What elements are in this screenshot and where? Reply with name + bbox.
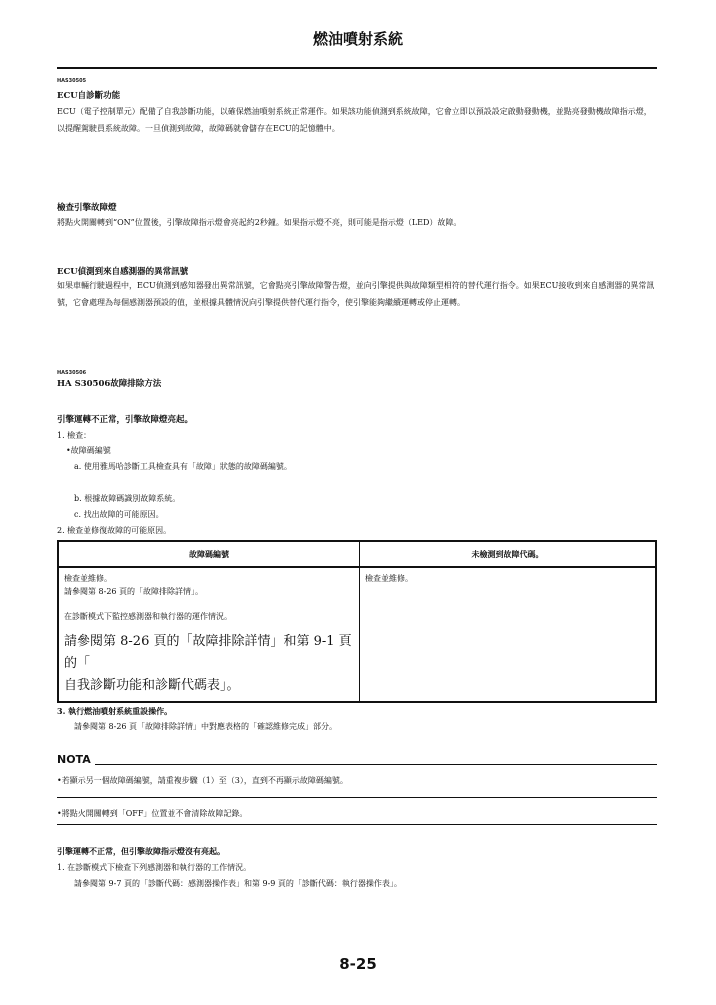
table-cell-left (58, 567, 360, 702)
nota-label: NOTA (57, 753, 91, 766)
bullet-fault-code: •故障碼編號 (66, 446, 111, 455)
subheading-engine-abnormal-light-off: 引擎運轉不正常，但引擎故障指示燈沒有亮起。 (57, 846, 225, 856)
section-code: HAS30505 (57, 78, 87, 84)
cell-text: 請參閱第 8-26 頁的「故障排除詳情」。 (64, 587, 204, 596)
header-rule (57, 67, 657, 69)
nota-rule (95, 764, 657, 765)
nota-end-rule (57, 824, 657, 825)
section6-reference: 請參閱第 9-7 頁的「診斷代碼：感測器操作表」和第 9-9 頁的「診斷代碼：執行器操作表」。 (74, 879, 402, 888)
subheading-engine-abnormal-light-on: 引擎運轉不正常，引擎故障燈亮起。 (57, 415, 194, 425)
paragraph-abnormal-signal: 如果車輛行駛過程中，ECU偵測到感知器發出異常訊號，它會點亮引擎故障警告燈，並向引擎提供與故障類型相符的替代運行指令。如果ECU接收到來自感測器的異常訊號，它會處理為每個感測器預設的值，並根據具體情況向引擎提供替代運行指令，使引擎能夠繼續運轉或停止運轉。 (57, 281, 655, 307)
table-cell-right (360, 567, 657, 702)
paragraph-check-engine-light: 將點火開關轉到“ON”位置後，引擎故障指示燈會亮起約2秒鐘。如果指示燈不亮，則可能是指示燈（LED）故障。 (57, 218, 462, 227)
cell-text: 在診斷模式下監控感測器和執行器的運作情況。 (64, 612, 232, 621)
substep-c: c. 找出故障的可能原因。 (74, 510, 164, 519)
table-header-no-fault-code: 未檢測到故障代碼。 (360, 541, 657, 567)
fault-code-table (57, 540, 657, 703)
nota-bullet-1: •若顯示另一個故障碼編號，請重複步驟（1）至（3），直到不再顯示故障碼編號。 (57, 776, 348, 785)
page-number: 8-25 (339, 955, 377, 973)
table-header-row (58, 541, 656, 567)
step-1: 1. 檢查： (57, 431, 92, 440)
table-row (58, 567, 656, 702)
cell-text-large: 自我診斷功能和診斷代碼表」。 (64, 678, 240, 693)
step-2: 2. 檢查並修復故障的可能原因。 (57, 526, 172, 535)
section-heading-troubleshooting: HA S30506故障排除方法 (57, 379, 162, 389)
step-3-reference: 請參閱第 8-26 頁「故障排除詳情」中對應表格的「確認維修完成」部分。 (74, 722, 338, 731)
paragraph-ecu-self-diagnosis: ECU（電子控制單元）配備了自我診斷功能，以確保燃油噴射系統正常運作。如果該功能偵測到系統故障，它會立即以預設設定啟動發動機，並點亮發動機故障指示燈，以提醒駕駛員系統故障。一旦偵測到故障，故障碼就會儲存在ECU的記憶體中。 (57, 107, 652, 133)
substep-b: b. 根據故障碼識別故障系統。 (74, 494, 181, 503)
page-title: 燃油噴射系統 (312, 30, 403, 48)
section-heading-check-engine-light: 檢查引擎故障燈 (57, 203, 117, 213)
nota-bullet-2: •將點火開關轉到「OFF」位置並不會清除故障記錄。 (57, 809, 248, 818)
table-header-fault-code: 故障碼編號 (58, 541, 360, 567)
section-heading-abnormal-signal: ECU偵測到來自感測器的異常訊號 (57, 267, 189, 277)
substep-a: a. 使用雅馬哈診斷工具檢查具有「故障」狀態的故障碼編號。 (74, 462, 292, 471)
section-heading-ecu-self-diagnosis: ECU自診斷功能 (57, 91, 121, 101)
nota-divider (57, 797, 657, 798)
section6-step-1: 1. 在診斷模式下檢查下列感測器和執行器的工作情況。 (57, 863, 252, 872)
step-3: 3. 執行燃油噴射系統重設操作。 (57, 706, 173, 716)
cell-text-large: 請參閱第 8-26 頁的「故障排除詳情」和第 9-1 頁的「 (64, 634, 352, 671)
section-code: HAS30506 (57, 370, 87, 376)
cell-text: 檢查並維修。 (64, 574, 112, 583)
cell-text: 檢查並維修。 (365, 574, 413, 583)
